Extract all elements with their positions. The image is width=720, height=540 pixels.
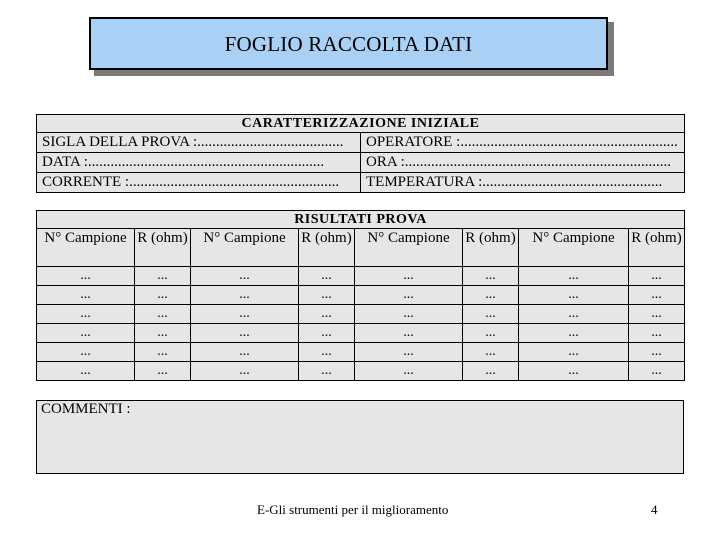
resistance-cell[interactable]: ... xyxy=(629,324,685,343)
resistance-cell[interactable]: ... xyxy=(135,362,191,381)
risultati-table xyxy=(36,210,685,381)
campione-cell[interactable]: ... xyxy=(37,286,135,305)
campione-cell[interactable]: ... xyxy=(191,343,299,362)
campione-cell[interactable]: ... xyxy=(355,267,463,286)
resistance-cell[interactable]: ... xyxy=(299,343,355,362)
resistance-cell[interactable]: ... xyxy=(135,305,191,324)
campione-cell[interactable]: ... xyxy=(355,343,463,362)
campione-cell[interactable]: ... xyxy=(519,343,629,362)
campione-cell[interactable]: ... xyxy=(519,305,629,324)
resistance-cell[interactable]: ... xyxy=(135,343,191,362)
campione-cell[interactable]: ... xyxy=(37,324,135,343)
column-header-campione: N° Campione xyxy=(191,229,299,267)
resistance-cell[interactable]: ... xyxy=(299,324,355,343)
resistance-cell[interactable]: ... xyxy=(629,343,685,362)
commenti-box[interactable] xyxy=(36,400,684,474)
campione-cell[interactable]: ... xyxy=(355,305,463,324)
footer-text: E-Gli strumenti per il miglioramento xyxy=(257,502,449,517)
page-title: FOGLIO RACCOLTA DATI xyxy=(89,17,608,70)
resistance-cell[interactable]: ... xyxy=(629,362,685,381)
caratterizzazione-table xyxy=(36,114,685,193)
campione-cell[interactable]: ... xyxy=(37,305,135,324)
resistance-cell[interactable]: ... xyxy=(463,324,519,343)
operatore-field[interactable]: OPERATORE :.......................................................... xyxy=(361,133,685,153)
campione-cell[interactable]: ... xyxy=(191,267,299,286)
column-header-r: R (ohm) xyxy=(463,229,519,267)
data-field[interactable]: DATA :............................................................... xyxy=(37,153,361,173)
resistance-cell[interactable]: ... xyxy=(629,305,685,324)
campione-cell[interactable]: ... xyxy=(355,286,463,305)
table-row xyxy=(37,343,685,362)
campione-cell[interactable]: ... xyxy=(191,362,299,381)
caratterizzazione-header: CARATTERIZZAZIONE INIZIALE xyxy=(37,115,685,133)
corrente-field[interactable]: CORRENTE :........................................................ xyxy=(37,173,361,193)
campione-cell[interactable]: ... xyxy=(37,343,135,362)
campione-cell[interactable]: ... xyxy=(519,267,629,286)
resistance-cell[interactable]: ... xyxy=(463,305,519,324)
column-header-campione: N° Campione xyxy=(37,229,135,267)
campione-cell[interactable]: ... xyxy=(191,305,299,324)
resistance-cell[interactable]: ... xyxy=(299,362,355,381)
campione-cell[interactable]: ... xyxy=(191,324,299,343)
column-header-campione: N° Campione xyxy=(519,229,629,267)
campione-cell[interactable]: ... xyxy=(519,362,629,381)
table-row xyxy=(37,305,685,324)
campione-cell[interactable]: ... xyxy=(191,286,299,305)
campione-cell[interactable]: ... xyxy=(519,324,629,343)
column-header-campione: N° Campione xyxy=(355,229,463,267)
resistance-cell[interactable]: ... xyxy=(463,267,519,286)
column-header-r: R (ohm) xyxy=(629,229,685,267)
resistance-cell[interactable]: ... xyxy=(135,324,191,343)
temperatura-field[interactable]: TEMPERATURA :................................................ xyxy=(361,173,685,193)
resistance-cell[interactable]: ... xyxy=(299,267,355,286)
resistance-cell[interactable]: ... xyxy=(629,267,685,286)
table-row xyxy=(37,267,685,286)
resistance-cell[interactable]: ... xyxy=(463,362,519,381)
page-number: 4 xyxy=(651,502,658,517)
resistance-cell[interactable]: ... xyxy=(299,286,355,305)
resistance-cell[interactable]: ... xyxy=(135,286,191,305)
resistance-cell[interactable]: ... xyxy=(135,267,191,286)
resistance-cell[interactable]: ... xyxy=(629,286,685,305)
resistance-cell[interactable]: ... xyxy=(463,343,519,362)
campione-cell[interactable]: ... xyxy=(37,362,135,381)
campione-cell[interactable]: ... xyxy=(519,286,629,305)
table-row xyxy=(37,362,685,381)
commenti-label: COMMENTI : xyxy=(41,401,131,417)
risultati-header: RISULTATI PROVA xyxy=(37,211,685,229)
campione-cell[interactable]: ... xyxy=(37,267,135,286)
column-header-r: R (ohm) xyxy=(299,229,355,267)
table-row xyxy=(37,324,685,343)
resistance-cell[interactable]: ... xyxy=(299,305,355,324)
sigla-prova-field[interactable]: SIGLA DELLA PROVA :....................................... xyxy=(37,133,361,153)
column-header-r: R (ohm) xyxy=(135,229,191,267)
campione-cell[interactable]: ... xyxy=(355,362,463,381)
ora-field[interactable]: ORA :....................................................................... xyxy=(361,153,685,173)
campione-cell[interactable]: ... xyxy=(355,324,463,343)
table-row xyxy=(37,286,685,305)
resistance-cell[interactable]: ... xyxy=(463,286,519,305)
